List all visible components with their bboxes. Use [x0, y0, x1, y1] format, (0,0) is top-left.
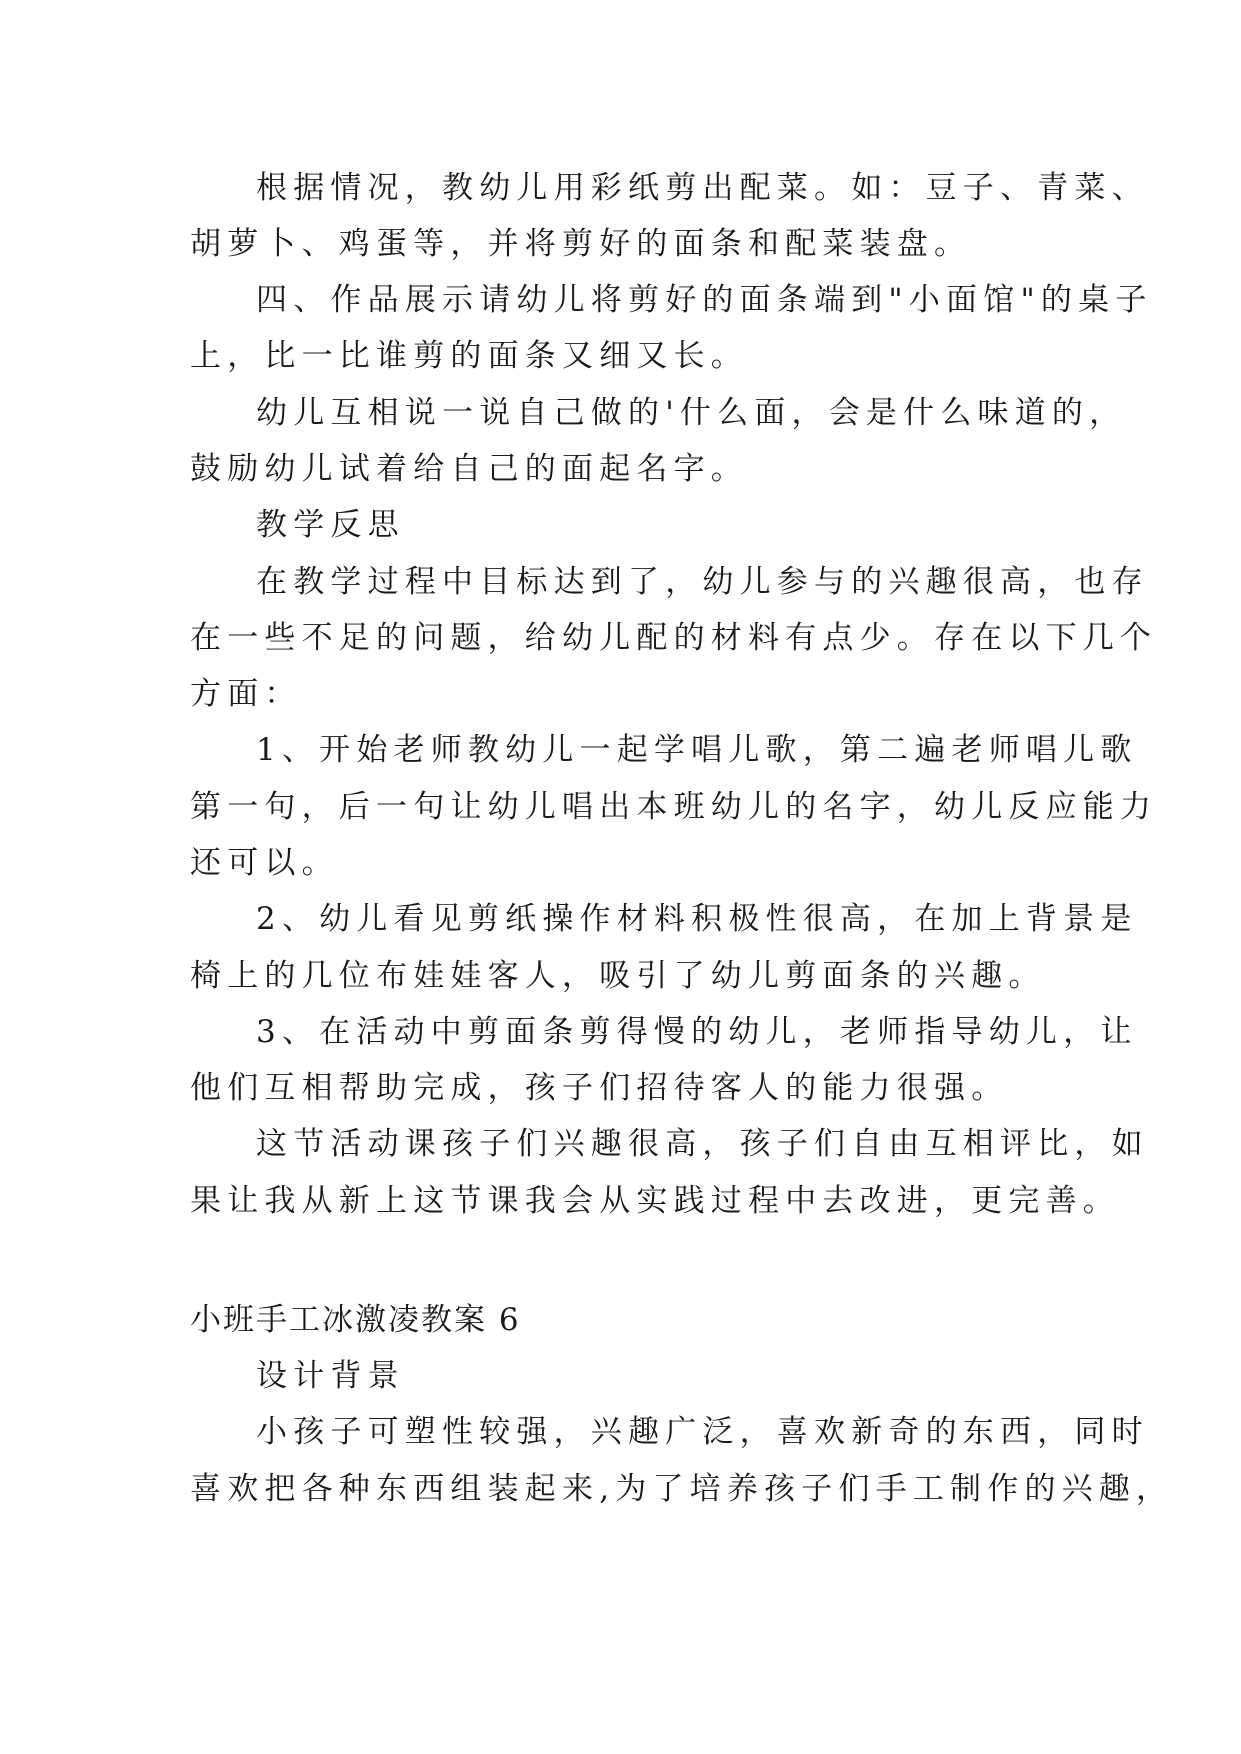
paragraph-line: 这节活动课孩子们兴趣很高，孩子们自由互相评比，如 — [256, 1126, 1149, 1162]
paragraph-line: 2、幼儿看见剪纸操作材料积极性很高，在加上背景是 — [256, 901, 1138, 937]
paragraph-line: 3、在活动中剪面条剪得慢的幼儿，老师指导幼儿，让 — [256, 1014, 1138, 1050]
paragraph-line: 在一些不足的问题，给幼儿配的材料有点少。存在以下几个 — [190, 620, 1158, 656]
paragraph-line: 上，比一比谁剪的面条又细又长。 — [190, 338, 748, 374]
paragraph-line: 胡萝卜、鸡蛋等，并将剪好的面条和配菜装盘。 — [190, 226, 972, 262]
paragraph-line: 椅上的几位布娃娃客人，吸引了幼儿剪面条的兴趣。 — [190, 958, 1046, 994]
paragraph-line: 1、开始老师教幼儿一起学唱儿歌，第二遍老师唱儿歌 — [256, 732, 1138, 768]
paragraph-line: 鼓励幼儿试着给自己的面起名字。 — [190, 451, 748, 487]
paragraph-line: 他们互相帮助完成，孩子们招待客人的能力很强。 — [190, 1070, 1009, 1106]
section-title: 小班手工冰激凌教案 6 — [190, 1302, 521, 1338]
paragraph-line: 根据情况，教幼儿用彩纸剪出配菜。如：豆子、青菜、 — [256, 170, 1149, 206]
paragraph-line: 方面： — [190, 676, 302, 712]
paragraph-line: 在教学过程中目标达到了，幼儿参与的兴趣很高，也存 — [256, 564, 1149, 600]
paragraph-line: 第一句，后一句让幼儿唱出本班幼儿的名字，幼儿反应能力 — [190, 789, 1158, 825]
paragraph-line: 喜欢把各种东西组装起来,为了培养孩子们手工制作的兴趣， — [190, 1471, 1174, 1507]
paragraph-line: 四、作品展示请幼儿将剪好的面条端到"小面馆"的桌子 — [256, 282, 1153, 318]
paragraph-line: 还可以。 — [190, 845, 339, 881]
subheading: 设计背景 — [256, 1358, 405, 1394]
subheading: 教学反思 — [256, 507, 405, 543]
paragraph-line: 果让我从新上这节课我会从实践过程中去改进，更完善。 — [190, 1183, 1120, 1219]
paragraph-line: 幼儿互相说一说自己做的'什么面，会是什么味道的， — [256, 395, 1127, 431]
paragraph-line: 小孩子可塑性较强，兴趣广泛，喜欢新奇的东西，同时 — [256, 1414, 1149, 1450]
